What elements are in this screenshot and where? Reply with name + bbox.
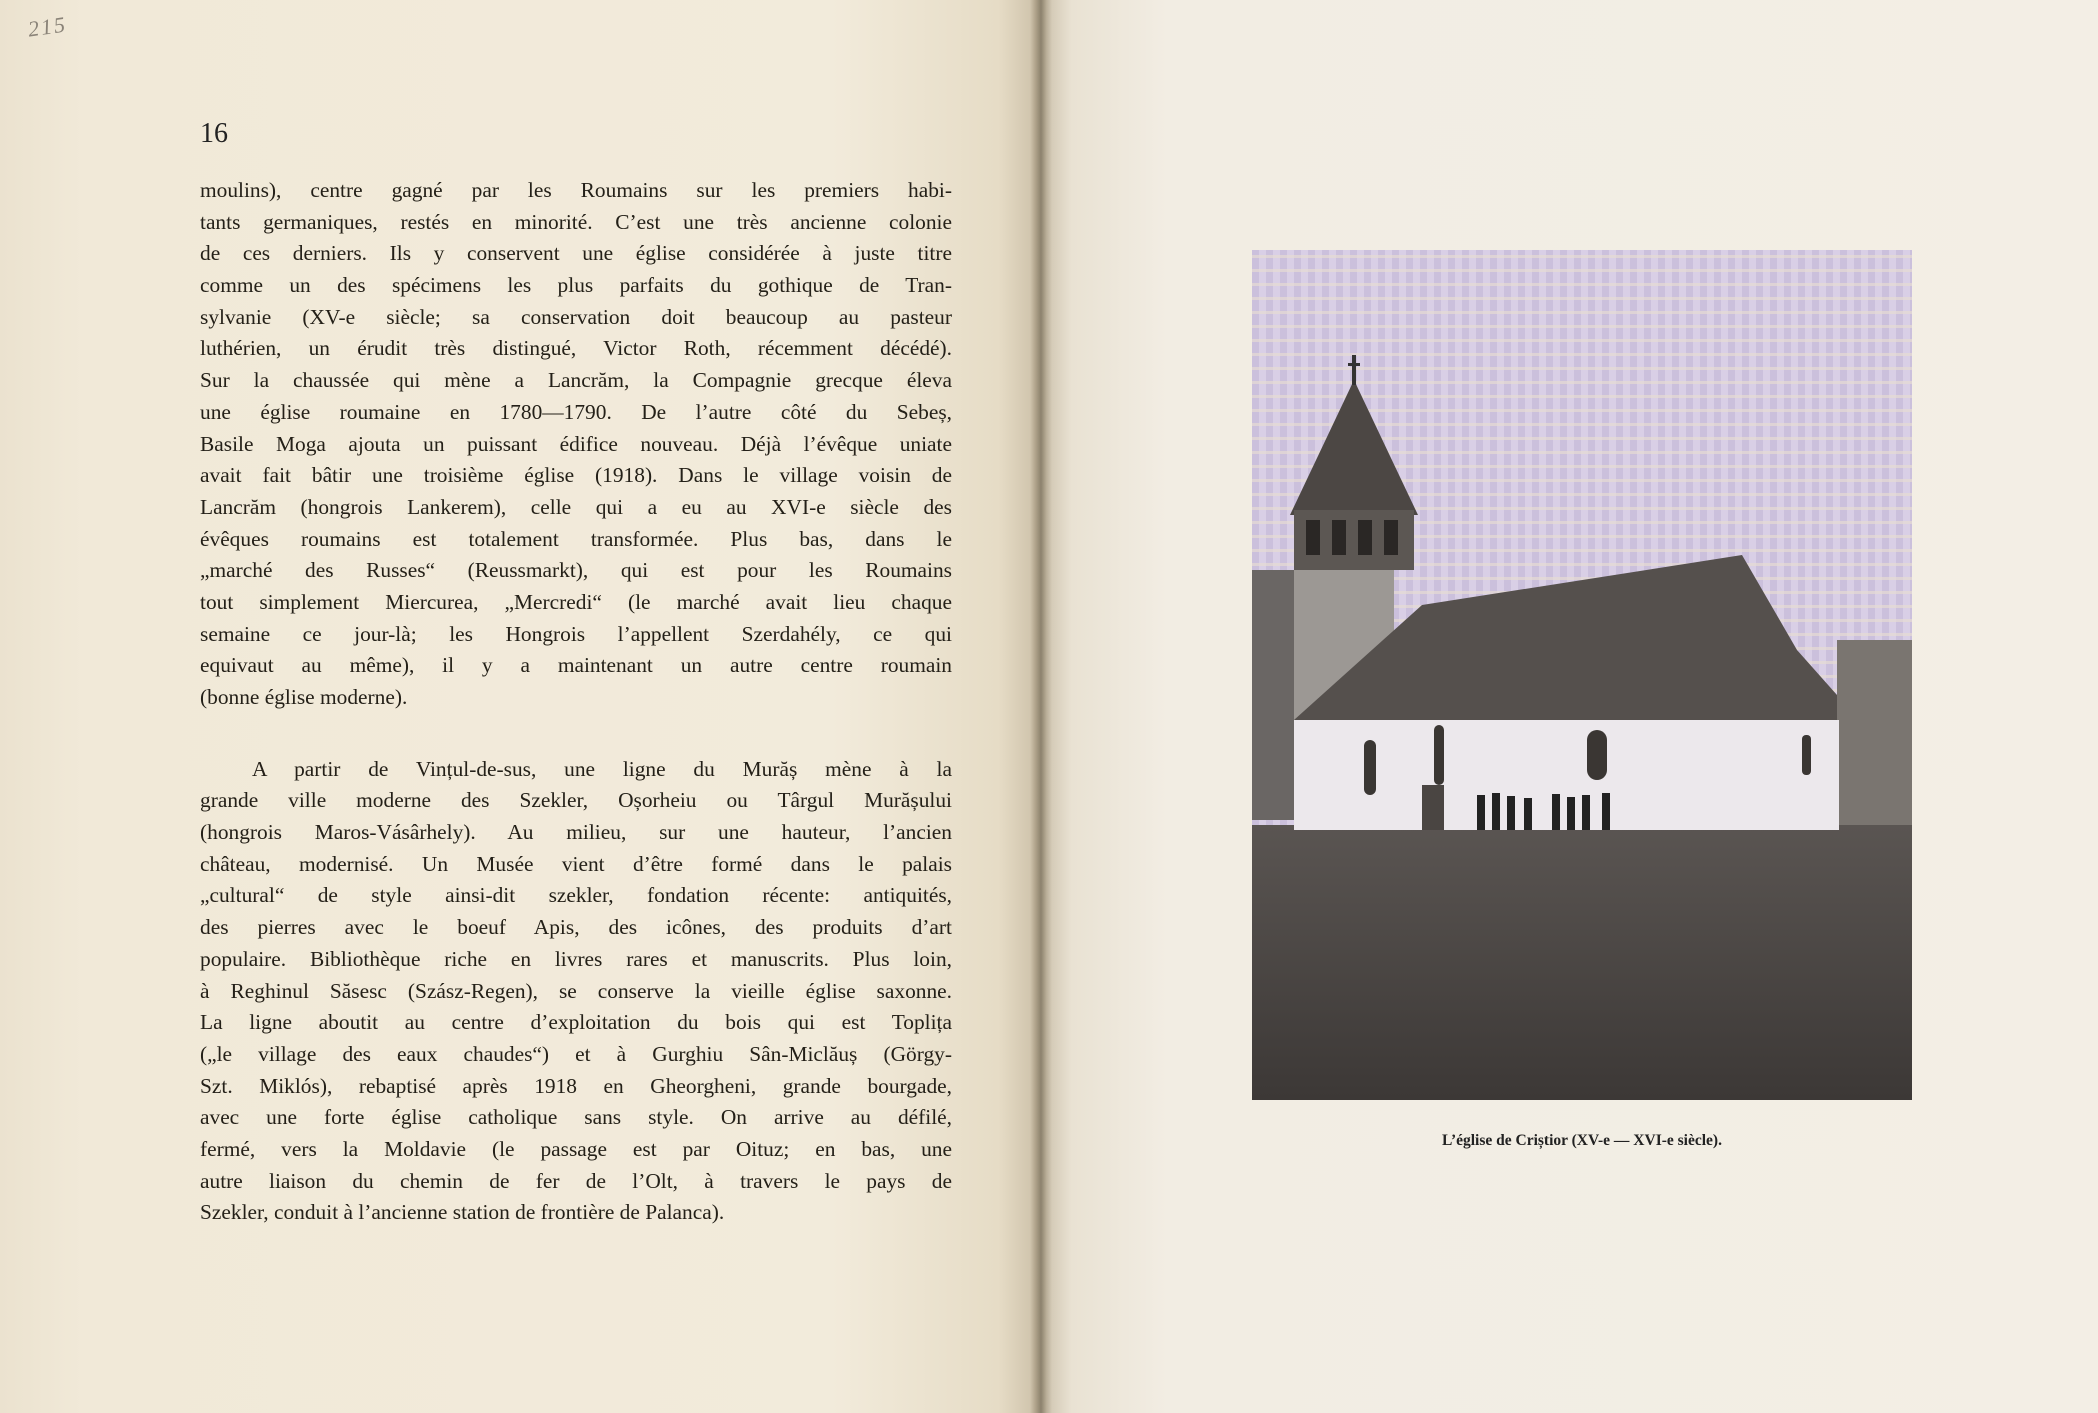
text-line: „marché des Russes“ (Reussmarkt), qui est pour les Roumains: [200, 558, 952, 583]
text-line: La ligne aboutit au centre d’exploitation du bois qui est Toplița: [200, 1010, 952, 1035]
text-line: Sur la chaussée qui mène a Lancrăm, la Compagnie grecque éleva: [200, 368, 952, 393]
text-line: (hongrois Maros-Vásârhely). Au milieu, sur une hauteur, l’ancien: [200, 820, 952, 845]
text-line: évêques roumains est totalement transformée. Plus bas, dans le: [200, 526, 952, 551]
page-number: 16: [200, 118, 228, 149]
text-line: Basile Moga ajouta un puissant édifice nouveau. Déjà l’évêque uniate: [200, 431, 952, 456]
text-line: une église roumaine en 1780—1790. De l’autre côté du Sebeș,: [200, 399, 952, 424]
text-line: tants germaniques, restés en minorité. C’est une très ancienne colonie: [200, 209, 952, 234]
book-gutter: [1030, 0, 1052, 1413]
text-line: Szekler, conduit à l’ancienne station de frontière de Palanca).: [200, 1200, 725, 1225]
pencil-mark: 215: [26, 11, 69, 42]
text-line: fermé, vers la Moldavie (le passage est par Oituz; en bas, une: [200, 1136, 952, 1161]
text-line: „cultural“ de style ainsi-dit szekler, fondation récente: antiquités,: [200, 883, 952, 908]
text-line: A partir de Vințul-de-sus, une ligne du Murăș mène à la: [252, 756, 952, 781]
text-line: château, modernisé. Un Musée vient d’être formé dans le palais: [200, 851, 952, 876]
text-line: semaine ce jour-là; les Hongrois l’appellent Szerdahély, ce qui: [200, 621, 952, 646]
paragraph-1: [200, 175, 952, 714]
church-photograph: [1252, 250, 1912, 1100]
text-line: grande ville moderne des Szekler, Oșorheiu ou Târgul Murășului: [200, 788, 952, 813]
text-line: Lancrăm (hongrois Lankerem), celle qui a eu au XVI-e siècle des: [200, 494, 952, 519]
text-line: des pierres avec le boeuf Apis, des icônes, des produits d’art: [200, 915, 952, 940]
text-line: sylvanie (XV-e siècle; sa conservation doit beaucoup au pasteur: [200, 304, 952, 329]
text-line: (bonne église moderne).: [200, 685, 408, 709]
photo-caption: L’église de Criștior (XV-e — XVI-e siècle).: [1442, 1132, 1722, 1149]
text-line: tout simplement Miercurea, „Mercredi“ (le marché avait lieu chaque: [200, 589, 952, 614]
text-line: („le village des eaux chaudes“) et à Gurghiu Sân-Miclăuș (Görgy-: [200, 1041, 952, 1066]
text-line: avait fait bâtir une troisième église (1918). Dans le village voisin de: [200, 463, 952, 488]
text-line: equivaut au même), il y a maintenant un autre centre roumain: [200, 653, 952, 678]
text-line: avec une forte église catholique sans style. On arrive au défilé,: [200, 1105, 952, 1130]
text-line: à Reghinul Săsesc (Szász-Regen), se conserve la vieille église saxonne.: [200, 978, 952, 1003]
text-line: Szt. Miklós), rebaptisé après 1918 en Gheorgheni, grande bourgade,: [200, 1073, 952, 1098]
text-line: luthérien, un érudit très distingué, Victor Roth, récemment décédé).: [200, 336, 952, 361]
paragraph-2: [200, 754, 952, 1229]
text-line: autre liaison du chemin de fer de l’Olt, à travers le pays de: [200, 1168, 952, 1193]
text-line: populaire. Bibliothèque riche en livres rares et manuscrits. Plus loin,: [200, 946, 952, 971]
left-page: [0, 0, 1040, 1413]
body-text: [200, 175, 952, 1229]
text-line: comme un des spécimens les plus parfaits du gothique de Tran-: [200, 273, 952, 298]
text-line: de ces derniers. Ils y conservent une église considérée à juste titre: [200, 241, 952, 266]
text-line: moulins), centre gagné par les Roumains sur les premiers habi-: [200, 178, 952, 202]
